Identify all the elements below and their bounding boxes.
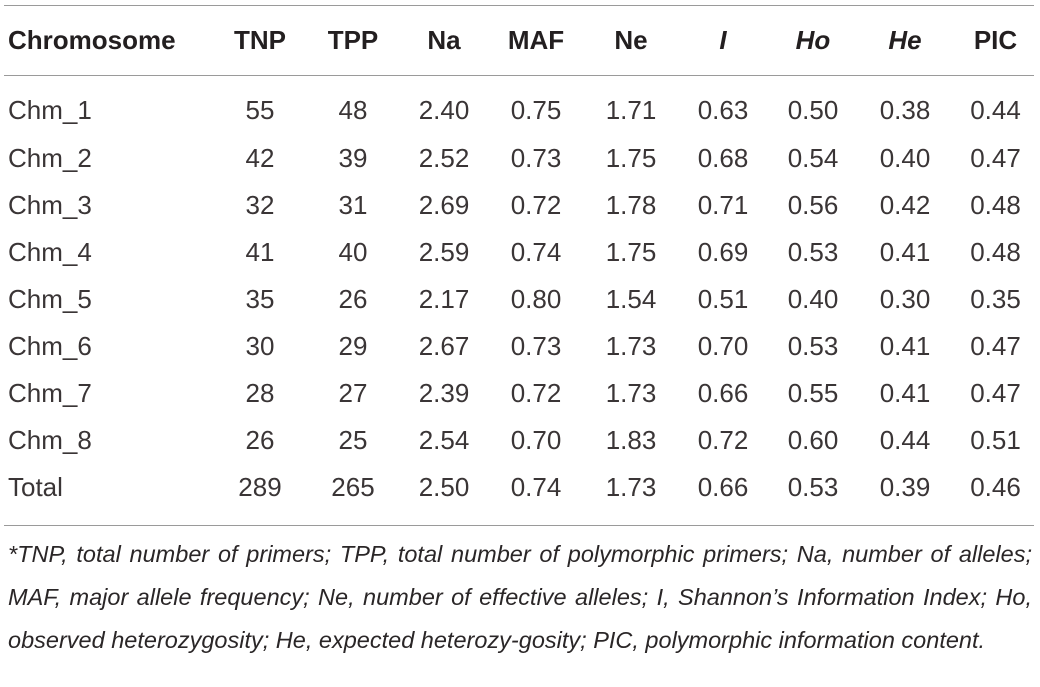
value-cell: 1.73 — [605, 331, 657, 361]
value-cell: 26 — [245, 425, 275, 455]
table-row — [0, 417, 1040, 464]
column-header-maf: MAF — [507, 25, 565, 55]
value-cell: 0.80 — [510, 284, 562, 314]
value-cell: 26 — [338, 284, 368, 314]
row-label-cell: Chm_1 — [8, 94, 92, 125]
value-cell: 2.39 — [418, 378, 470, 408]
value-cell: 0.66 — [697, 378, 749, 408]
column-header-chromosome: Chromosome — [8, 25, 176, 55]
value-cell: 29 — [338, 331, 368, 361]
value-cell: 39 — [338, 143, 368, 173]
value-cell: 0.41 — [879, 331, 931, 361]
value-cell: 1.78 — [605, 190, 657, 220]
value-cell: 2.17 — [418, 284, 470, 314]
value-cell: 2.59 — [418, 237, 470, 267]
value-cell: 1.75 — [605, 143, 657, 173]
row-label-cell: Chm_4 — [8, 237, 92, 267]
row-label-cell: Chm_7 — [8, 378, 92, 408]
column-header-ne: Ne — [614, 25, 648, 55]
value-cell: 1.83 — [605, 425, 657, 455]
value-cell: 2.67 — [418, 331, 470, 361]
value-cell: 0.74 — [510, 472, 562, 502]
value-cell: 1.71 — [605, 94, 657, 125]
value-cell: 0.70 — [697, 331, 749, 361]
header-row — [0, 6, 1040, 75]
value-cell: 0.63 — [697, 94, 749, 125]
value-cell: 2.40 — [418, 94, 470, 125]
table-row — [0, 323, 1040, 370]
value-cell: 1.75 — [605, 237, 657, 267]
column-header-na: Na — [427, 25, 461, 55]
value-cell: 0.38 — [879, 94, 931, 125]
column-header-i: I — [719, 25, 727, 55]
value-cell: 289 — [238, 472, 282, 502]
value-cell: 48 — [338, 94, 368, 125]
value-cell: 41 — [245, 237, 275, 267]
value-cell: 25 — [338, 425, 368, 455]
value-cell: 0.72 — [697, 425, 749, 455]
table-footnote: *TNP, total number of primers; TPP, total number of polymorphic primers; Na, number of alleles; MAF, major allele frequency; Ne, number of effective alleles; I, Shannon’s Information Index; Ho, observed heterozygosity; He, expected heterozy-gosity; PIC, polymorphic information content. — [8, 541, 1032, 653]
value-cell: 0.47 — [970, 378, 1021, 408]
value-cell: 0.44 — [970, 94, 1021, 125]
row-label-cell: Chm_5 — [8, 284, 92, 314]
value-cell: 0.74 — [510, 237, 562, 267]
value-cell: 0.44 — [879, 425, 931, 455]
value-cell: 0.53 — [787, 237, 839, 267]
value-cell: 0.35 — [970, 284, 1021, 314]
value-cell: 0.60 — [787, 425, 839, 455]
value-cell: 0.41 — [879, 378, 931, 408]
value-cell: 0.54 — [787, 143, 839, 173]
value-cell: 27 — [338, 378, 368, 408]
column-header-he: He — [888, 25, 922, 55]
value-cell: 42 — [245, 143, 275, 173]
data-table — [0, 6, 1040, 511]
table-row — [0, 182, 1040, 229]
value-cell: 0.47 — [970, 143, 1021, 173]
value-cell: 0.70 — [510, 425, 562, 455]
column-header-tpp: TPP — [327, 25, 379, 55]
value-cell: 0.56 — [787, 190, 839, 220]
value-cell: 0.46 — [970, 472, 1021, 502]
column-header-tnp: TNP — [234, 25, 286, 55]
value-cell: 0.51 — [697, 284, 749, 314]
value-cell: 0.40 — [879, 143, 931, 173]
value-cell: 0.40 — [787, 284, 839, 314]
table-row — [0, 276, 1040, 323]
value-cell: 0.51 — [970, 425, 1021, 455]
value-cell: 0.73 — [510, 143, 562, 173]
value-cell: 0.66 — [697, 472, 749, 502]
value-cell: 0.50 — [787, 94, 839, 125]
value-cell: 31 — [338, 190, 368, 220]
table-header — [0, 6, 1040, 75]
value-cell: 35 — [245, 284, 275, 314]
value-cell: 0.48 — [970, 190, 1021, 220]
table-row — [0, 464, 1040, 511]
column-header-ho: Ho — [795, 25, 831, 55]
value-cell: 0.72 — [510, 378, 562, 408]
value-cell: 1.54 — [605, 284, 657, 314]
value-cell: 2.69 — [418, 190, 470, 220]
value-cell: 0.53 — [787, 331, 839, 361]
row-label-cell: Chm_2 — [8, 143, 92, 173]
value-cell: 2.54 — [418, 425, 470, 455]
value-cell: 0.75 — [510, 94, 562, 125]
value-cell: 1.73 — [605, 472, 657, 502]
row-label-cell: Total — [8, 472, 63, 502]
value-cell: 28 — [245, 378, 275, 408]
column-header-pic: PIC — [973, 25, 1018, 55]
value-cell: 0.48 — [970, 237, 1021, 267]
value-cell: 0.39 — [879, 472, 931, 502]
value-cell: 265 — [331, 472, 375, 502]
bottom-rule — [4, 525, 1034, 526]
value-cell: 0.71 — [697, 190, 749, 220]
value-cell: 0.30 — [879, 284, 931, 314]
row-label-cell: Chm_8 — [8, 425, 92, 455]
table-row — [0, 135, 1040, 182]
value-cell: 55 — [245, 94, 275, 125]
value-cell: 0.47 — [970, 331, 1021, 361]
value-cell: 0.53 — [787, 472, 839, 502]
value-cell: 40 — [338, 237, 368, 267]
value-cell: 0.69 — [697, 237, 749, 267]
table-body — [0, 75, 1040, 511]
value-cell: 0.68 — [697, 143, 749, 173]
table-row — [0, 75, 1040, 135]
value-cell: 32 — [245, 190, 275, 220]
table-row — [0, 370, 1040, 417]
value-cell: 2.52 — [418, 143, 470, 173]
table-row — [0, 229, 1040, 276]
value-cell: 0.55 — [787, 378, 839, 408]
value-cell: 0.41 — [879, 237, 931, 267]
value-cell: 30 — [245, 331, 275, 361]
value-cell: 1.73 — [605, 378, 657, 408]
value-cell: 0.72 — [510, 190, 562, 220]
row-label-cell: Chm_3 — [8, 190, 92, 220]
value-cell: 0.42 — [879, 190, 931, 220]
value-cell: 2.50 — [418, 472, 470, 502]
value-cell: 0.73 — [510, 331, 562, 361]
row-label-cell: Chm_6 — [8, 331, 92, 361]
